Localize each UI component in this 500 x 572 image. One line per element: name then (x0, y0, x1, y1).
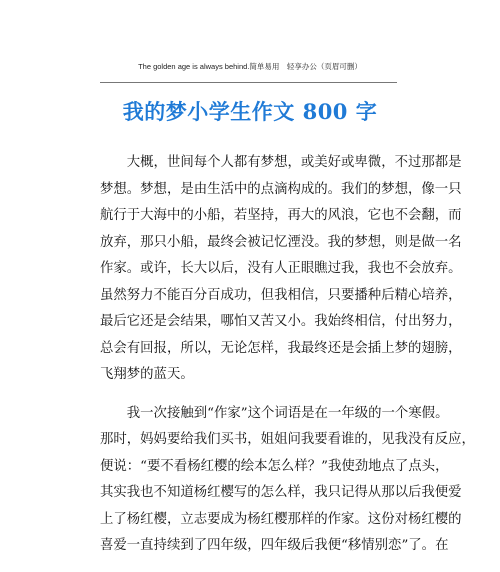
text-line: 便说：“要不看杨红樱的绘本怎么样？”我使劲地点了点头， (100, 458, 449, 474)
header-chinese-text: 简单易用 轻享办公（页眉可删） (249, 62, 362, 71)
text-line: 航行于大海中的小船，若坚持，再大的风浪，它也不会翻，而 (100, 208, 462, 223)
text-line: 上了杨红樱，立志要成为杨红樱那样的作家。这份对杨红樱的 (100, 511, 462, 527)
text-line: 飞翔梦的蓝天。 (100, 367, 194, 382)
document-body (100, 150, 475, 572)
paragraph-2 (100, 401, 475, 560)
text-line: 放弃，那只小船，最终会被记忆湮没。我的梦想，则是做一名 (100, 234, 462, 250)
text-line: 梦想。梦想，是由生活中的点滴构成的。我们的梦想，像一只 (100, 181, 462, 197)
paragraph-1 (100, 150, 462, 389)
document-title: 我的梦小学生作文 800 字 (122, 99, 378, 124)
text-line: 其实我也不知道杨红樱写的怎么样，我只记得从那以后我便爱 (100, 485, 462, 500)
header-english-text: The golden age is always behind. (138, 62, 250, 71)
text-line: 那时，妈妈要给我们买书，姐姐问我要看谁的，见我没有反应， (100, 432, 475, 447)
text-line: 最后它还是会结果，哪怕又苦又小。我始终相信，付出努力， (100, 314, 462, 329)
text-line: 喜爱一直持续到了四年级，四年级后我便“移情别恋”了。在 (100, 538, 449, 553)
text-line: 虽然努力不能百分百成功，但我相信，只要播种后精心培养， (100, 287, 462, 303)
text-line: 作家。或许，长大以后，没有人正眼瞧过我，我也不会放弃。 (100, 261, 462, 276)
text-line: 总会有回报，所以，无论怎样，我最终还是会插上梦的翅膀， (100, 340, 462, 356)
page-header (0, 61, 500, 72)
text-line: 大概，世间每个人都有梦想，或美好或卑微，不过那都是 (100, 155, 462, 170)
text-line: 我一次接触到“作家”这个词语是在一年级的一个寒假。 (100, 405, 449, 421)
header-divider (100, 82, 397, 83)
